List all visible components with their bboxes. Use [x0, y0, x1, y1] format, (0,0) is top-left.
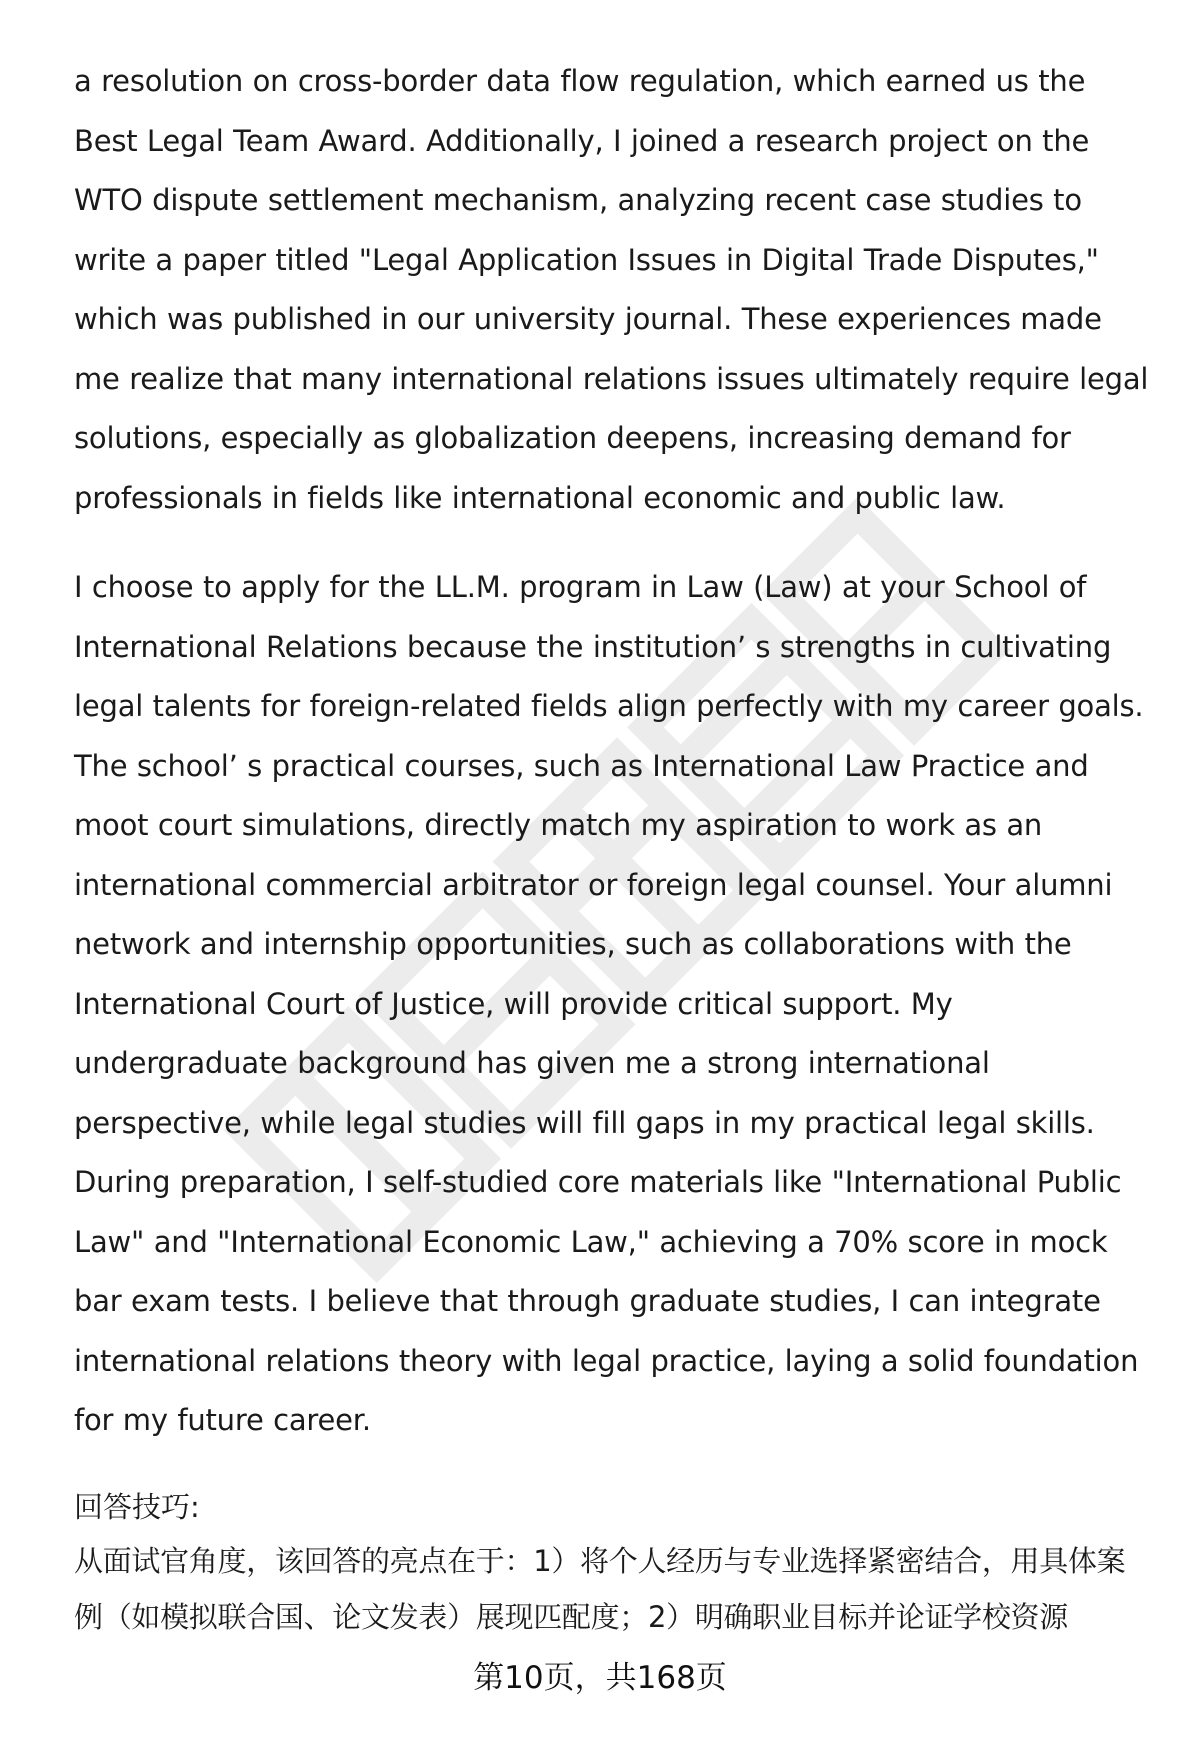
paragraph-motivation: I choose to apply for the LL.M. program in Law (Law) at your School of International Relations because the institution’ s strengths in cultivating legal talents for foreign-related fields align perfectly with my career goals. The school’ s practical courses, such as International Law Practice and moot court simulations, directly match my aspiration to work as an international commercial arbitrator or foreign legal counsel. Your alumni network and internship opportunities, such as collaborations with the International Court of Justice, will provide critical support. My undergraduate background has given me a strong international perspective, while legal studies will fill gaps in my practical legal skills. During preparation, I self-studied core materials like "International Public Law" and "International Economic Law," achieving a 70% score in mock bar exam tests. I believe that through graduate studies, I can integrate international relations theory with legal practice, laying a solid foundation for my future career.	[74, 570, 1144, 1437]
tips-body: 从面试官角度，该回答的亮点在于：1）将个人经历与专业选择紧密结合，用具体案例（如模拟联合国、论文发表）展现匹配度；2）明确职业目标并论证学校资源	[74, 1543, 1126, 1634]
paragraph-experience: a resolution on cross-border data flow regulation, which earned us the Best Legal Team Award. Additionally, I joined a research project on the WTO dispute settlement mechanism, analyzing recent case studies to write a paper titled "Legal Application Issues in Digital Trade Disputes," which was published in our university journal. These experiences made me realize that many international relations issues ultimately require legal solutions, especially as globalization deepens, increasing demand for professionals in fields like international economic and public law.	[74, 64, 1149, 515]
page-number-footer: 第10页，共168页	[473, 1660, 727, 1696]
tips-heading: 回答技巧:	[74, 1489, 200, 1524]
document-content	[74, 52, 1154, 1645]
